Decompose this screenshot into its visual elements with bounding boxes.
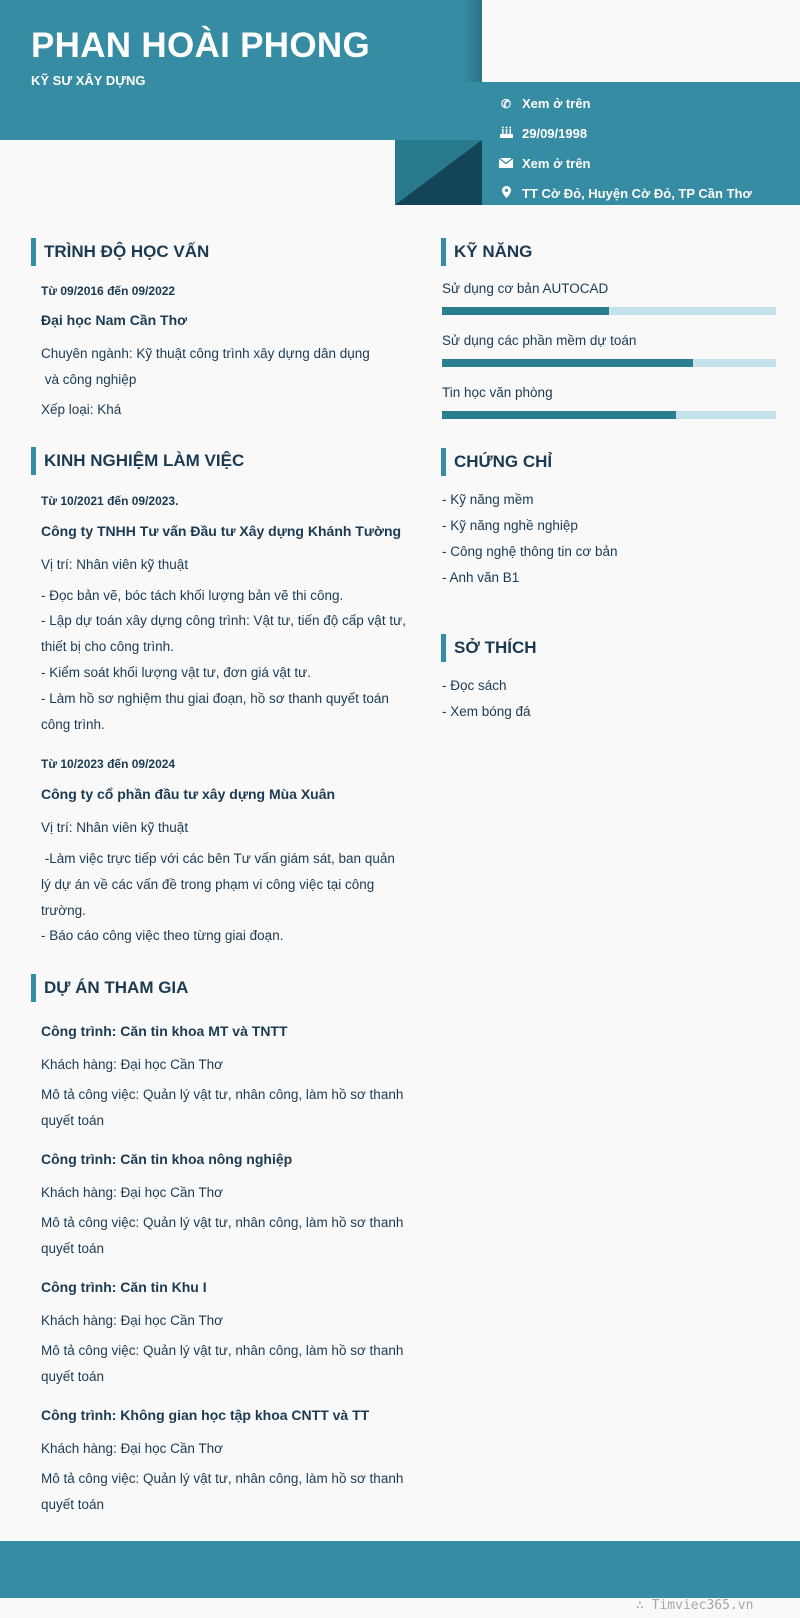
heading-accent-bar [441, 634, 446, 662]
project-client: Khách hàng: Đại học Cần Thơ [41, 1313, 223, 1328]
header [0, 0, 800, 140]
project-description: quyết toán [41, 1497, 105, 1512]
project-description: quyết toán [41, 1241, 105, 1256]
skill-bar-fill [442, 307, 609, 315]
certificate-item: - Công nghệ thông tin cơ bản [442, 544, 618, 559]
job-duty-line: lý dự án về các vấn đề trong phạm vi công việc tại công [41, 877, 375, 892]
heading-accent-bar [441, 448, 446, 476]
job-duty-line: thiết bị cho công trình. [41, 639, 174, 654]
contact-address [498, 186, 752, 201]
job-company: Công ty cổ phần đầu tư xây dựng Mùa Xuân [41, 786, 336, 802]
job-period: Từ 10/2023 đến 09/2024 [41, 757, 176, 771]
skill-bar-fill [442, 359, 693, 367]
certificates-heading [441, 448, 552, 476]
projects-heading-text: DỰ ÁN THAM GIA [44, 978, 189, 997]
project-description: quyết toán [41, 1369, 105, 1384]
skills-heading-text: KỸ NĂNG [454, 242, 533, 261]
job-duty-line: - Đọc bản vẽ, bóc tách khối lượng bản vẽ thi công. [41, 588, 344, 603]
project-description: Mô tả công việc: Quản lý vật tư, nhân công, làm hồ sơ thanh [41, 1215, 404, 1230]
contact-birthday [498, 126, 587, 141]
hobby-item: - Xem bóng đá [442, 704, 531, 719]
job-duty-line: -Làm việc trực tiếp với các bên Tư vấn giám sát, ban quản [41, 851, 395, 866]
skills-heading [441, 238, 532, 266]
job-duty-line: công trình. [41, 717, 105, 732]
job-duty-line: - Kiểm soát khối lượng vật tư, đơn giá vật tư. [41, 665, 311, 680]
job-position: Vị trí: Nhân viên kỹ thuật [41, 820, 189, 835]
watermark: ∴ Timviec365.vn [636, 1598, 754, 1613]
certificate-item: - Kỹ năng nghề nghiệp [442, 518, 578, 533]
heading-accent-bar [31, 974, 36, 1002]
job-duty-line: - Làm hồ sơ nghiệm thu giai đoạn, hồ sơ thanh quyết toán [41, 691, 389, 706]
projects-heading [31, 974, 188, 1002]
project-name: Công trình: Căn tin Khu I [41, 1279, 207, 1295]
job-period: Từ 10/2021 đến 09/2023. [41, 494, 179, 508]
project-name: Công trình: Căn tin khoa nông nghiệp [41, 1151, 293, 1167]
experience-heading-text: KINH NGHIỆM LÀM VIỆC [44, 451, 245, 470]
contact-birthday-value: 29/09/1998 [522, 126, 588, 141]
job-company: Công ty TNHH Tư vấn Đầu tư Xây dựng Khánh Tường [41, 523, 402, 539]
envelope-icon [498, 157, 514, 171]
hobbies-heading-text: SỞ THÍCH [454, 638, 537, 657]
phone-icon: ✆ [500, 96, 512, 111]
skill-bar [442, 411, 776, 419]
location-pin-icon [498, 186, 514, 201]
education-period: Từ 09/2016 đến 09/2022 [41, 284, 176, 298]
project-description: Mô tả công việc: Quản lý vật tư, nhân công, làm hồ sơ thanh [41, 1343, 404, 1358]
skill-bar [442, 359, 776, 367]
education-school: Đại học Nam Cần Thơ [41, 312, 188, 328]
project-description: quyết toán [41, 1113, 105, 1128]
project-name: Công trình: Không gian học tập khoa CNTT và TT [41, 1407, 370, 1423]
contact-email [498, 156, 591, 171]
fold-triangle [395, 140, 482, 205]
contact-address-value: TT Cờ Đỏ, Huyện Cờ Đỏ, TP Cần Thơ [522, 186, 752, 201]
education-grade: Xếp loại: Khá [41, 402, 122, 417]
contact-phone [498, 96, 591, 111]
job-position: Vị trí: Nhân viên kỹ thuật [41, 557, 189, 572]
education-heading [31, 238, 209, 266]
certificate-item: - Kỹ năng mềm [442, 492, 534, 507]
project-client: Khách hàng: Đại học Cần Thơ [41, 1057, 223, 1072]
experience-heading [31, 447, 244, 475]
hobby-item: - Đọc sách [442, 678, 507, 693]
certificates-heading-text: CHỨNG CHỈ [454, 452, 553, 471]
candidate-job-title: KỸ SƯ XÂY DỰNG [31, 73, 146, 88]
skill-label: Tin học văn phòng [442, 385, 553, 400]
project-client: Khách hàng: Đại học Cần Thơ [41, 1441, 223, 1456]
heading-accent-bar [441, 238, 446, 266]
heading-accent-bar [31, 447, 36, 475]
job-duty-line: trường. [41, 903, 86, 918]
project-name: Công trình: Căn tin khoa MT và TNTT [41, 1023, 288, 1039]
skill-label: Sử dụng cơ bản AUTOCAD [442, 281, 609, 296]
job-duty-line: - Báo cáo công việc theo từng giai đoạn. [41, 928, 284, 943]
heading-accent-bar [31, 238, 36, 266]
education-major-line: và công nghiệp [41, 372, 137, 387]
project-description: Mô tả công việc: Quản lý vật tư, nhân công, làm hồ sơ thanh [41, 1471, 404, 1486]
skill-label: Sử dụng các phần mềm dự toán [442, 333, 637, 348]
job-duty-line: - Lập dự toán xây dựng công trình: Vật tư, tiến độ cấp vật tư, [41, 613, 406, 628]
contact-email-value: Xem ở trên [522, 156, 591, 171]
contact-phone-value: Xem ở trên [522, 96, 591, 111]
skill-bar-fill [442, 411, 676, 419]
birthday-cake-icon [498, 126, 514, 141]
footer-band [0, 1541, 800, 1598]
candidate-name: PHAN HOÀI PHONG [31, 26, 370, 65]
education-heading-text: TRÌNH ĐỘ HỌC VẤN [44, 242, 210, 261]
project-description: Mô tả công việc: Quản lý vật tư, nhân công, làm hồ sơ thanh [41, 1087, 404, 1102]
education-major-line: Chuyên ngành: Kỹ thuật công trình xây dựng dân dụng [41, 346, 370, 361]
hobbies-heading [441, 634, 537, 662]
skill-bar [442, 307, 776, 315]
project-client: Khách hàng: Đại học Cần Thơ [41, 1185, 223, 1200]
certificate-item: - Anh văn B1 [442, 570, 520, 585]
